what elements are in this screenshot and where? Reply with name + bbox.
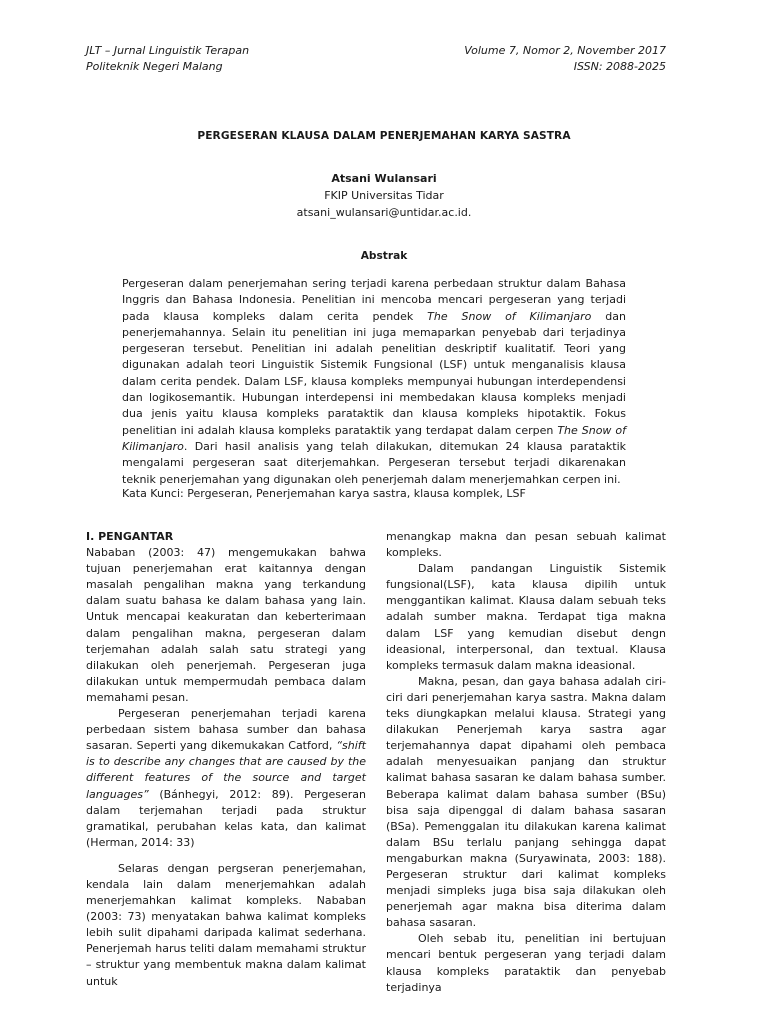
paragraph-left-2 <box>86 706 366 851</box>
issn: ISSN: 2088-2025 <box>573 60 666 73</box>
running-header-right <box>464 43 666 75</box>
journal-name: JLT – Jurnal Linguistik Terapan <box>86 44 250 57</box>
body-column-left <box>86 529 366 990</box>
paragraph-left-2a: Pergeseran penerjemahan terjadi karena perbedaan sistem bahasa sumber dan bahasa sasaran. Seperti yang dikemukakan Catford, <box>86 707 366 753</box>
abstract-story-title-1: The Snow of Kilimanjaro <box>427 309 592 323</box>
section-heading: I. PENGANTAR <box>86 530 174 543</box>
author-name: Atsani Wulansari <box>331 172 437 185</box>
paragraph-left-3: Selaras dengan pergseran penerjemahan, kendala lain dalam menerjemahkan adalah menerjemahkan kalimat kompleks. Nababan (2003: 73) menyatakan bahwa kalimat kompleks lebih sulit dipahami daripada kalimat sederhana. Penerjemah harus teliti dalam memahami struktur – struktur yang membentuk makna dalam kalimat untuk <box>86 861 366 988</box>
body-column-right <box>386 529 666 996</box>
author-block <box>0 170 768 221</box>
paragraph-right-1: menangkap makna dan pesan sebuah kalimat kompleks. <box>386 530 666 560</box>
abstract-story-title-2: The Snow of Kilimanjaro <box>122 423 626 453</box>
institution-name: Politeknik Negeri Malang <box>86 60 223 73</box>
paragraph-left-1: Nababan (2003: 47) mengemukakan bahwa tujuan penerjemahan erat kaitannya dengan masalah pengalihan makna yang terkandung dalam suatu bahasa ke dalam bahasa yang lain. Untuk mencapai keakuratan dan keberterimaan dalam pengalihan makna, pergeseran dalam terjemahan adalah salah satu strategi yang dilakukan oleh penerjemah. Pergeseran juga dilakukan untuk mempermudah pembaca dalam memahami pesan. <box>86 546 366 704</box>
paragraph-right-4: Oleh sebab itu, penelitian ini bertujuan mencari bentuk pergeseran yang terjadi dalam klausa kompleks parataktik dan penyebab terjadinya <box>386 932 666 994</box>
catford-quote: “shift is to describe any changes that are caused by the different features of the source and target languages” <box>86 739 366 801</box>
author-affiliation: FKIP Universitas Tidar <box>324 189 444 202</box>
running-header-left <box>86 43 249 75</box>
abstract-text <box>122 276 626 488</box>
abstract-heading: Abstrak <box>360 250 408 262</box>
volume-info: Volume 7, Nomor 2, November 2017 <box>464 44 666 57</box>
paragraph-right-2: Dalam pandangan Linguistik Sistemik fungsional(LSF), kata klausa dipilih untuk menggantikan kalimat. Klausa dalam sebuah teks adalah sumber makna. Terdapat tiga makna dalam LSF yang kemudian disebut dengn ideasional, interpersonal, dan textual. Klausa kompleks termasuk dalam makna ideasional. <box>386 562 666 672</box>
paragraph-right-3: Makna, pesan, dan gaya bahasa adalah ciri-ciri dari penerjemahan karya sastra. Makna dalam teks diungkapkan melalui klausa. Strategi yang dilakukan Penerjemah karya sastra agar terjemahannya dapat dipahami oleh pembaca adalah menyesuaikan panjang dan struktur kalimat bahasa sasaran ke dalam bahasa sumber. Beberapa kalimat dalam bahasa sumber (BSu) bisa saja dipenggal di dalam bahasa sasaran (BSa). Pemenggalan itu dilakukan karena kalimat dalam BSu terlalu panjang sehingga dapat mengaburkan makna (Suryawinata, 2003: 188). Pergeseran struktur dari kalimat kompleks menjadi simpleks juga bisa saja dilakukan oleh penerjemah agar makna bisa diterima dalam bahasa sasaran. <box>386 674 666 930</box>
abstract-part-2: dan penerjemahannya. Selain itu penelitian ini juga memaparkan penyebab dari terjadinya pergeseran tersebut. Penelitian ini adalah penelitian deskriptif kualitatif. Teori yang digunakan adalah teori Linguistik Sistemik Fungsional (LSF) untuk menganalisis klausa dalam cerita pendek. Dalam LSF, klausa kompleks mempunyai hubungan interdependensi dan logikosemantik. Hubungan interdepensi ini membedakan klausa kompleks menjadi dua jenis yaitu klausa kompleks parataktik dan klausa kompleks hipotaktik. Fokus penelitian ini adalah klausa kompleks parataktik yang terdapat dalam cerpen <box>122 309 626 437</box>
abstract-part-1: Pergeseran dalam penerjemahan sering terjadi karena perbedaan struktur dalam Bahasa Inggris dan Bahasa Indonesia. Penelitian ini mencoba mencari pergeseran yang terjadi pada klausa kompleks dalam cerita pendek <box>122 277 626 323</box>
paper-title: PERGESERAN KLAUSA DALAM PENERJEMAHAN KARYA SASTRA <box>197 130 571 142</box>
keywords: Kata Kunci: Pergeseran, Penerjemahan karya sastra, klausa komplek, LSF <box>122 487 526 500</box>
author-email[interactable]: atsani_wulansari@untidar.ac.id. <box>296 206 472 219</box>
abstract-part-3: . Dari hasil analisis yang telah dilakukan, ditemukan 24 klausa parataktik mengalami pergeseran saat diterjemahkan. Pergeseran tersebut terjadi dikarenakan teknik penerjemahan yang digunakan oleh penerjemah dalam menerjemahkan cerpen ini. <box>122 439 626 486</box>
paragraph-left-2b: (Bánhegyi, 2012: 89). Pergeseran dalam terjemahan terjadi pada struktur gramatikal, perubahan kelas kata, dan kalimat (Herman, 2014: 33) <box>86 787 366 849</box>
